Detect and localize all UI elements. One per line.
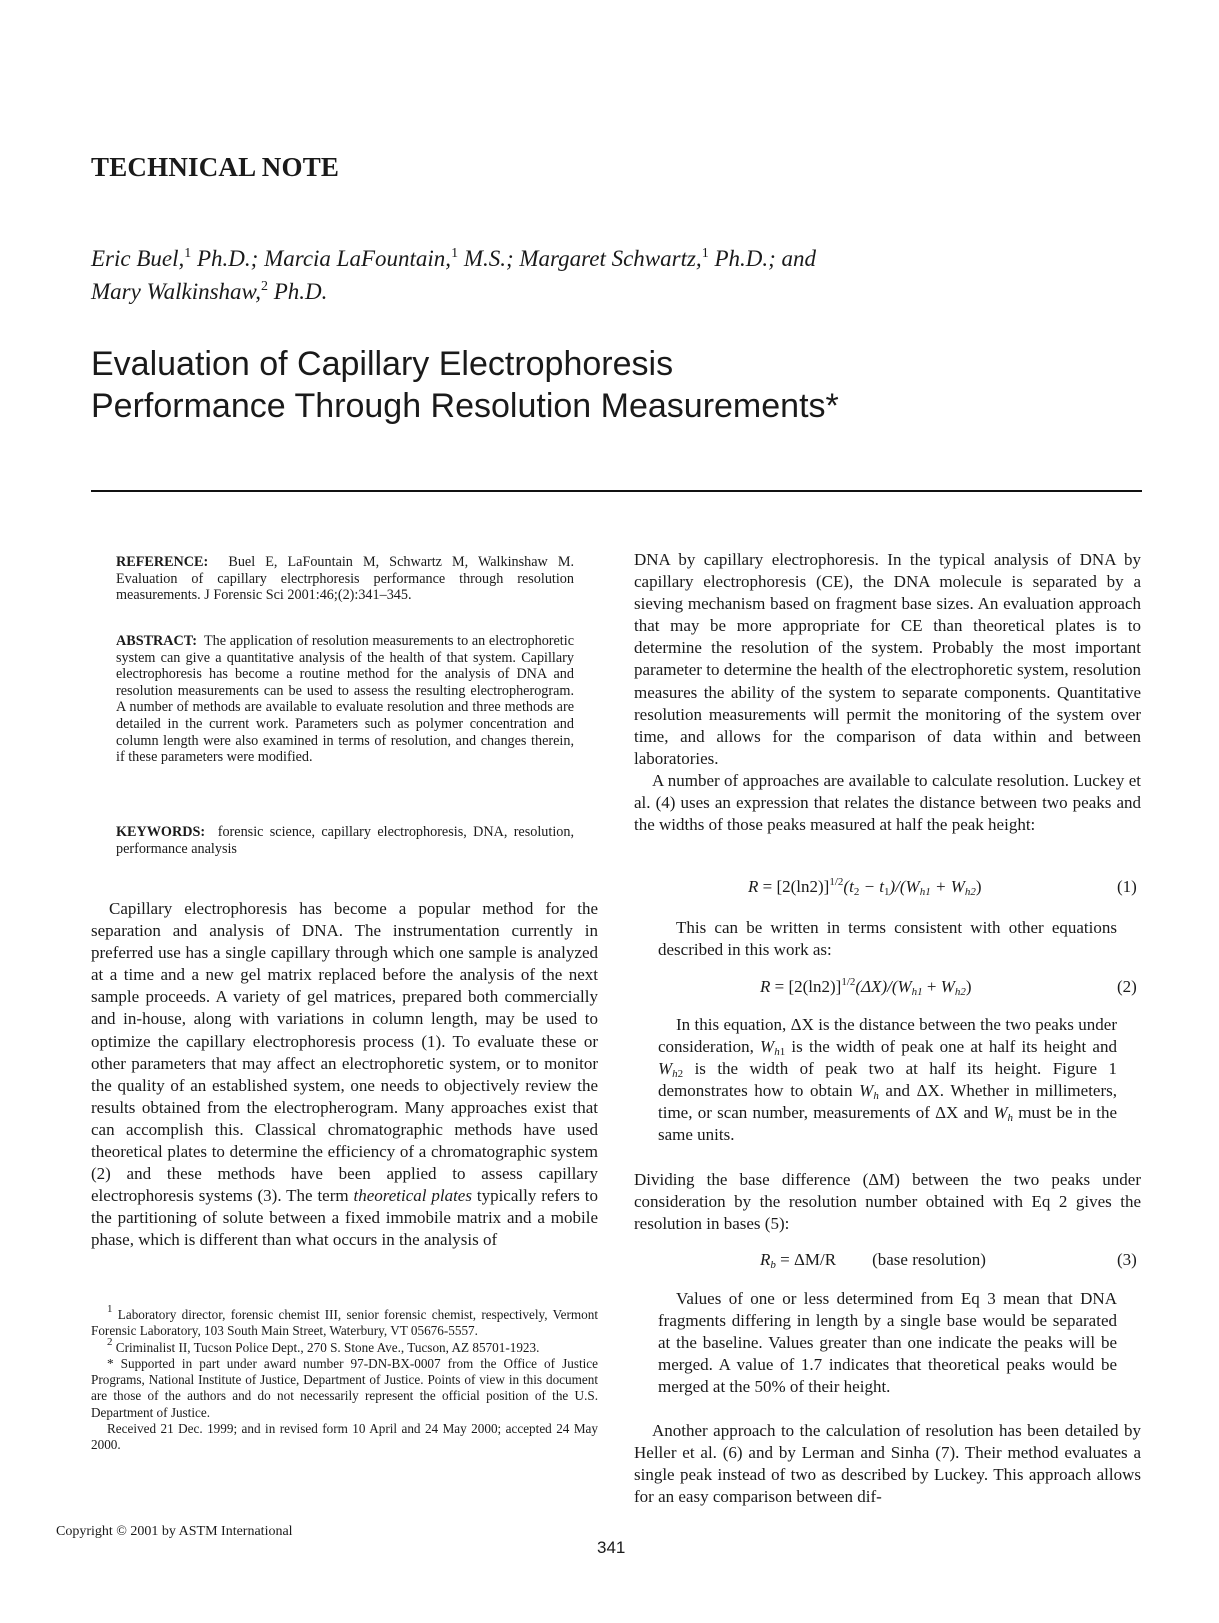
body-left-column: [91, 898, 598, 1252]
footnote: $^1$ Laboratory director, forensic chemist III, senior forensic chemist, respectively, Vermont Forensic Laboratory, 103 South Main Street, Waterbury, VT 05676-5557.: [91, 1303, 598, 1339]
paragraph: DNA by capillary electrophoresis. In the typical analysis of DNA by capillary electrophoresis (CE), the DNA molecule is separated by a sieving mechanism based on fragment base sizes. An evaluation approach that may be more appropriate for CE than theoretical plates is to determine the resolution of the system. Probably the most important parameter to determine the health of the electrophoretic system, resolution measures the ability of the system to separate components. Quantitative resolution measurements will permit the monitoring of the system over time, and allows for the comparison of data within and between laboratories.: [634, 550, 1141, 768]
footnote: * Supported in part under award number 97-DN-BX-0007 from the Office of Justice Programs, National Institute of Justice, Department of Justice. Points of view in this document are those of the authors and do not necessarily represent the official position of the U.S. Department of Justice.: [91, 1355, 598, 1420]
paragraph: Dividing the base difference (ΔM) between the two peaks under consideration by the resolution number obtained with Eq 2 gives the resolution in bases (5):: [634, 1170, 1141, 1234]
paper-title: Evaluation of Capillary Electrophoresis Performance Through Resolution Measurements*: [91, 345, 839, 425]
equation-3: $R_b = \Delta M/R$ (base resolution): [760, 1250, 986, 1271]
equation-number: (3): [1117, 1250, 1137, 1269]
equation-1: $R = [2(\ln 2)]^{1/2}(t_2 - t_1)/(W_{h1} + W_{h2})$: [748, 876, 982, 898]
footnote: $^2$ Criminalist II, Tucson Police Dept., 270 S. Stone Ave., Tucson, AZ 85701-1923.: [107, 1335, 540, 1355]
author-list: [91, 240, 991, 306]
equation-number: (1): [1117, 877, 1137, 896]
paragraph: Another approach to the calculation of resolution has been detailed by Heller et al. (6) and by Lerman and Sinha (7). Their method evaluates a single peak instead of two as described by Luckey. This approach allows for an easy comparison between dif-: [634, 1421, 1141, 1507]
abstract-block: ABSTRACT: The application of resolution measurements to an electrophoretic system can give a quantitative analysis of the health of that system. Capillary electrophoresis has become a routine method for the analysis of DNA and resolution measurements can be used to assess the resulting electropherogram. A number of methods are available to evaluate resolution and three methods are detailed in the current work. Parameters such as polymer concentration and column length were also examined in terms of resolution, and changes therein, if these parameters were modified.: [116, 633, 574, 766]
footnote: Received 21 Dec. 1999; and in revised form 10 April and 24 May 2000; accepted 24 May 2000.: [91, 1421, 598, 1453]
keywords-block: KEYWORDS: forensic science, capillary electrophoresis, DNA, resolution, performance analysis: [116, 824, 574, 857]
author: Eric Buel,$^1$ Ph.D.;: [91, 246, 265, 271]
section-label: TECHNICAL NOTE: [91, 152, 340, 182]
body-right-column: [634, 549, 1141, 836]
equation-2: $R = [2(\ln 2)]^{1/2}(\Delta X)/(W_{h1} + W_{h2})$: [760, 976, 972, 998]
paragraph: Capillary electrophoresis has become a popular method for the separation and analysis of DNA. The instrumentation currently in preferred use has a single capillary through which one sample is analyzed at a time and a new gel matrix replaced before the analysis of the next sample proceeds. A variety of gel matrices, prepared both commercially and in-house, along with variations in column length, may be used to optimize the capillary electrophoresis process (1). To evaluate these or other parameters that may affect an electrophoretic system, or to monitor the quality of an established system, one needs to objectively review the results obtained from the electropherogram. Many approaches exist that can accomplish this. Classical chromatographic methods have used theoretical plates to determine the efficiency of a chromatographic system (2) and these methods have been applied to assess capillary electrophoresis systems (3). The term theoretical plates typically refers to the partitioning of solute between a fixed immobile matrix and a mobile phase, which is different than what occurs in the analysis of: [91, 899, 598, 1250]
equation-number: (2): [1117, 977, 1137, 996]
author: Mary Walkinshaw,$^2$ Ph.D.: [91, 279, 328, 304]
paragraph: A number of approaches are available to calculate resolution. Luckey et al. (4) uses an expression that relates the distance between two peaks and the widths of those peaks measured at half the peak height:: [634, 770, 1141, 835]
author: Marcia LaFountain,$^1$ M.S.;: [264, 246, 520, 271]
author: Margaret Schwartz,$^1$ Ph.D.; and: [519, 246, 817, 271]
divider: [91, 490, 1142, 492]
paragraph: This can be written in terms consistent with other equations described in this work as:: [658, 918, 1117, 960]
copyright: Copyright © 2001 by ASTM International: [56, 1524, 293, 1539]
footnotes: [91, 1303, 598, 1454]
reference-block: REFERENCE: Buel E, LaFountain M, Schwartz M, Walkinshaw M. Evaluation of capillary electrphoresis performance through resolution measurements. J Forensic Sci 2001:46;(2):341–345.: [116, 554, 574, 604]
paragraph: Values of one or less determined from Eq 3 mean that DNA fragments differing in length by a single base would be separated at the baseline. Values greater than one indicate the peaks will be merged. A value of 1.7 indicates that theoretical peaks would be merged at the 50% of their height.: [658, 1289, 1117, 1397]
paragraph: In this equation, ΔX is the distance between the two peaks under consideration, $W_{h1}$ is the width of peak one at half its height and $W_{h2}$ is the width of peak two at half its height. Figure 1 demonstrates how to obtain $W_h$ and ΔX. Whether in millimeters, time, or scan number, measurements of ΔX and $W_h$ must be in the same units.: [658, 1015, 1117, 1145]
page-number: 341: [597, 1538, 626, 1557]
